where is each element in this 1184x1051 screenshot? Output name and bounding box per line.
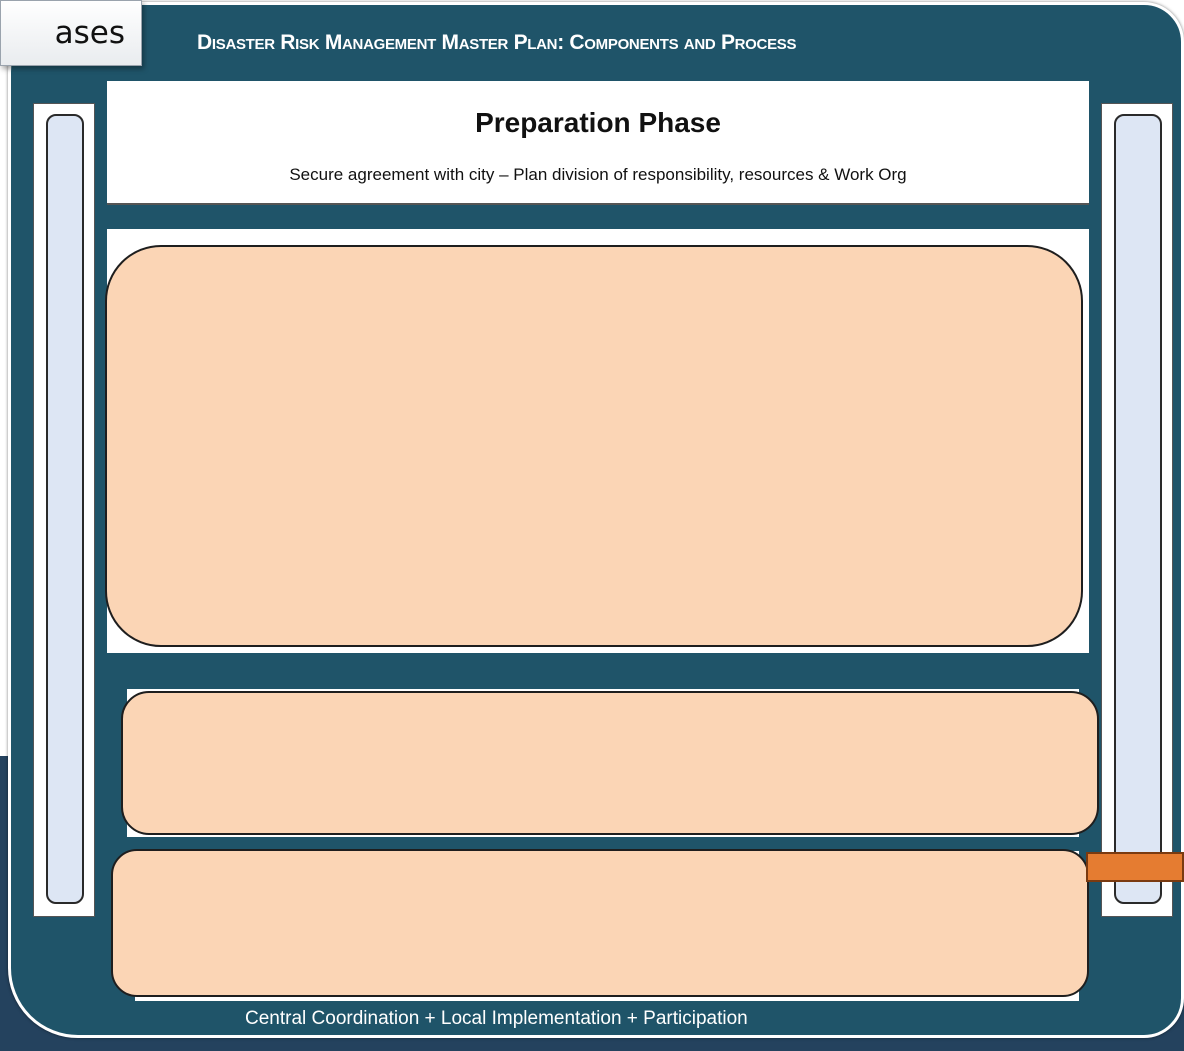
diagram-title: Disaster Risk Management Master Plan: Components and Process: [197, 31, 797, 54]
orange-arrow-connector: [1086, 852, 1184, 882]
right-rail: [1101, 103, 1173, 917]
middle-component-box: [121, 691, 1099, 835]
bottom-component-box: [111, 849, 1089, 997]
preparation-phase-heading: Preparation Phase: [475, 107, 721, 138]
right-rail-inner: [1114, 114, 1162, 904]
phases-tab-label: ases: [54, 15, 125, 51]
diagram-footer: Central Coordination + Local Implementation + Participation: [245, 1008, 748, 1029]
preparation-phase-subtitle: Secure agreement with city – Plan division of responsibility, resources & Work Org: [289, 165, 907, 184]
main-component-box: [105, 245, 1083, 647]
diagram-frame: [8, 2, 1184, 1038]
left-rail-inner: [46, 114, 84, 904]
left-rail: [33, 103, 95, 917]
phases-tab[interactable]: [0, 0, 142, 66]
preparation-phase-box: [107, 81, 1089, 205]
